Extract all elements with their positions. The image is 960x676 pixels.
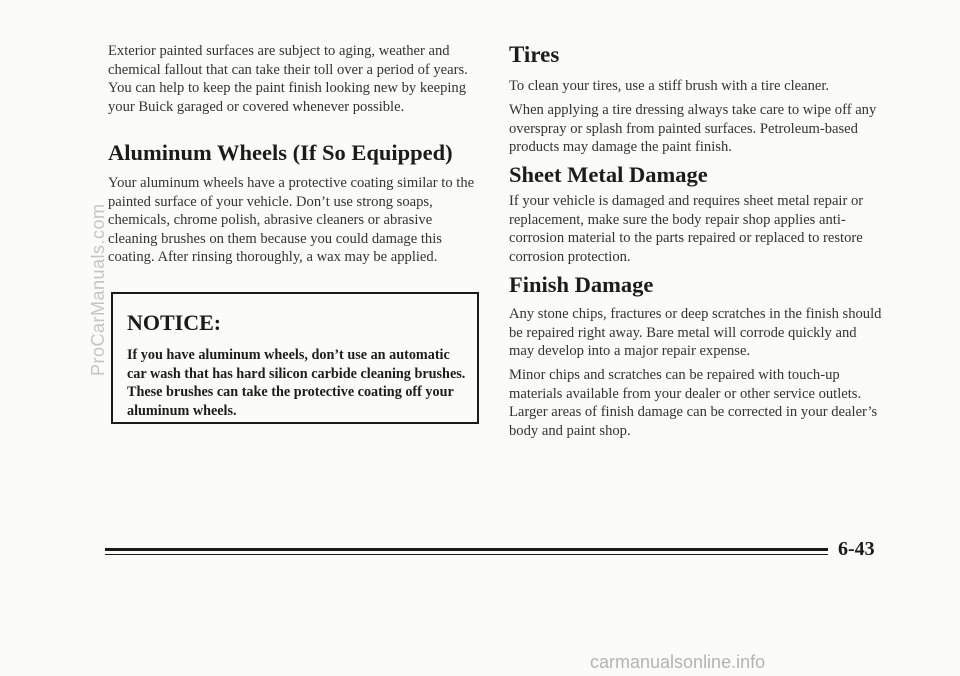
- notice-title: NOTICE:: [127, 310, 222, 335]
- finish-paragraph-1: Any stone chips, fractures or deep scratches in the finish should be repaired right away. Bare metal will corrode quickly and may develop into a major repair expense.: [509, 306, 882, 360]
- footer-rule-thin: [105, 554, 828, 555]
- aluminum-wheels-heading: Aluminum Wheels (If So Equipped): [108, 140, 453, 165]
- tires-heading: Tires: [509, 42, 560, 67]
- sheet-metal-paragraph: If your vehicle is damaged and requires sheet metal repair or replacement, make sure the body repair shop applies anti-corrosion material to the parts repaired or replaced to restore corrosion protection.: [509, 193, 864, 265]
- sheet-metal-heading: Sheet Metal Damage: [509, 162, 708, 187]
- finish-paragraph-2: Minor chips and scratches can be repaired with touch-up materials available from your dealer or other service outlets. Larger areas of finish damage can be corrected in your dealer’s body and paint shop.: [509, 367, 878, 439]
- notice-box: [111, 292, 479, 424]
- tires-paragraph-1: To clean your tires, use a stiff brush with a tire cleaner.: [509, 78, 830, 94]
- aluminum-wheels-paragraph: Your aluminum wheels have a protective coating similar to the painted surface of your vehicle. Don’t use strong soaps, chemicals, chrome polish, abrasive cleaners or abrasive cleaning brushes on them because you could damage this coating. After rinsing thoroughly, a wax may be applied.: [108, 175, 475, 266]
- intro-paragraph: Exterior painted surfaces are subject to aging, weather and chemical fallout that can take their toll over a period of years. You can help to keep the paint finish looking new by keeping your Buick garaged or covered whenever possible.: [108, 43, 468, 115]
- footer-rule-thick: [105, 548, 828, 551]
- notice-text: If you have aluminum wheels, don’t use an automatic car wash that has hard silicon carbide cleaning brushes. These brushes can take the protective coating off your aluminum wheels.: [127, 347, 466, 419]
- finish-damage-heading: Finish Damage: [509, 272, 654, 297]
- bottom-watermark: carmanualsonline.info: [590, 652, 766, 672]
- side-watermark: ProCarManuals.com: [88, 203, 108, 376]
- tires-paragraph-2: When applying a tire dressing always take care to wipe off any overspray or splash from painted surfaces. Petroleum-based products may damage the paint finish.: [509, 102, 877, 156]
- page-number: 6-43: [838, 538, 875, 560]
